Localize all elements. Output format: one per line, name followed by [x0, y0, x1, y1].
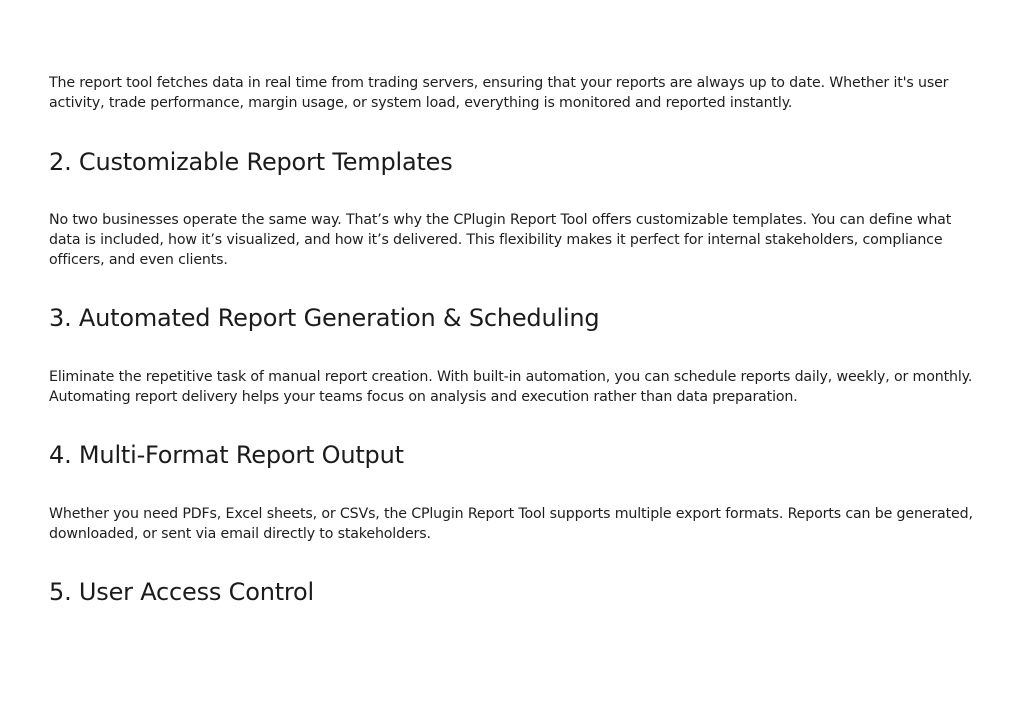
automated-generation-heading: 3. Automated Report Generation & Scheduling — [49, 304, 600, 332]
real-time-data-paragraph: The report tool fetches data in real time from trading servers, ensuring that your reports are always up to date. Whether it's user activity, trade performance, margin usage, or system load, everything is monitored and reported instantly. — [49, 75, 949, 111]
multi-format-output-paragraph: Whether you need PDFs, Excel sheets, or CSVs, the CPlugin Report Tool supports multiple export formats. Reports can be generated, downloaded, or sent via email directly to stakeholders. — [49, 506, 973, 542]
automated-generation-paragraph: Eliminate the repetitive task of manual report creation. With built-in automation, you can schedule reports daily, weekly, or monthly. Automating report delivery helps your teams focus on analysis and execution rather than data preparation. — [49, 369, 973, 405]
customizable-templates-heading: 2. Customizable Report Templates — [49, 148, 453, 176]
customizable-templates-paragraph: No two businesses operate the same way. That’s why the CPlugin Report Tool offers customizable templates. You can define what data is included, how it’s visualized, and how it’s delivered. This flexibility makes it perfect for internal stakeholders, compliance officers, and even clients. — [49, 212, 952, 268]
user-access-control-heading: 5. User Access Control — [49, 578, 315, 606]
multi-format-output-heading: 4. Multi-Format Report Output — [49, 441, 404, 469]
